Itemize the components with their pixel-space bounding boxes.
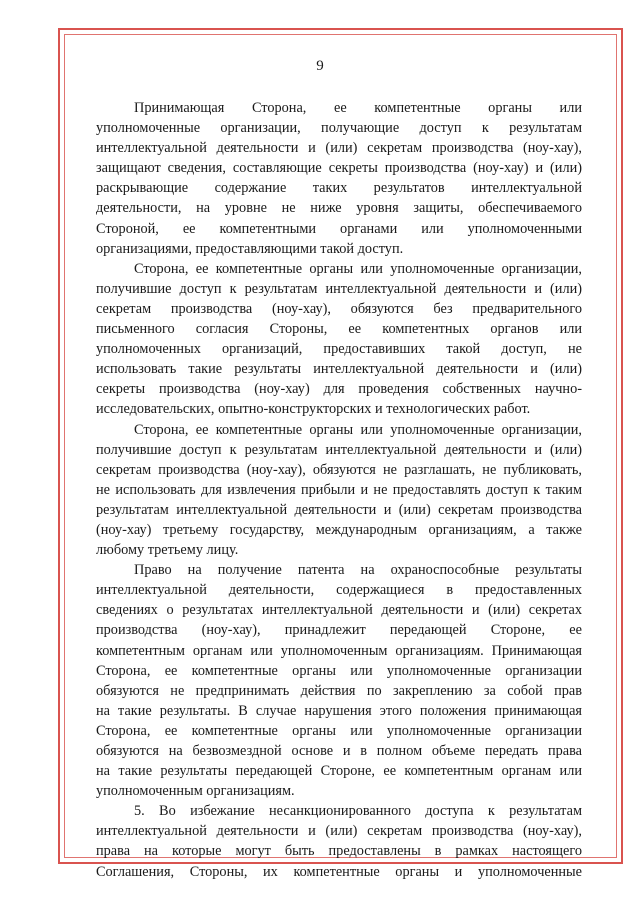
text-line: секретам производства (ноу-хау), обязуются без предварительного [96,300,582,317]
text-line: не использовать для извлечения прибыли и не предоставлять доступ к таким [96,481,582,498]
text-line: секреты производства (ноу-хау) для проведения собственных научно- [96,381,582,398]
text-line: Сторона, ее компетентные органы или уполномоченные организации, [134,260,582,277]
text-line: результатам интеллектуальной деятельности и (или) секретам производства [96,501,582,518]
text-line: любому третьему лицу. [96,542,239,559]
text-line: Право на получение патента на охраноспособные результаты [134,562,582,579]
text-line: получившие доступ к результатам интеллектуальной деятельности и (или) [96,280,582,297]
text-line: Соглашения, Стороны, их компетентные органы и уполномоченные [96,863,582,880]
text-line: производства (ноу-хау), принадлежит передающей Стороне, ее [96,622,582,639]
text-line: раскрывающие содержание таких результатов интеллектуальной [96,180,582,197]
text-line: уполномоченные организации, получающие доступ к результатам [96,120,582,137]
text-line: получившие доступ к результатам интеллектуальной деятельности и (или) [96,441,582,458]
text-line: Сторона, ее компетентные органы или уполномоченные организации, [134,421,582,438]
text-line: интеллектуальной деятельности и (или) секретам производства (ноу-хау), [96,140,582,157]
text-line: организациями, предоставляющими такой доступ. [96,240,404,257]
document-body [96,98,582,882]
paragraph [96,560,582,801]
text-line: сведениях о результатах интеллектуальной деятельности и (или) секретах [96,602,582,619]
paragraph [96,259,582,420]
text-line: компетентным органам или уполномоченным организациям. Принимающая [96,642,582,659]
text-line: права на которые могут быть предоставлены в рамках настоящего [96,843,582,860]
text-line: (ноу-хау) третьему государству, международным организациям, а также [96,521,582,538]
text-line: Принимающая Сторона, ее компетентные органы или [134,100,582,116]
text-line: деятельности, на уровне не ниже уровня защиты, обеспечиваемого [96,200,582,217]
text-line: использовать такие результаты интеллектуальной деятельности и (или) [96,361,582,378]
page-number: 9 [316,58,324,74]
text-line: на такие результаты передающей Стороне, ее компетентным органам или [96,763,582,780]
text-line: защищают сведения, составляющие секреты производства (ноу-хау) и (или) [96,160,582,177]
text-line: исследовательских, опытно-конструкторских и технологических работ. [96,401,531,418]
text-line: Сторона, ее компетентные органы или уполномоченные организации [96,662,582,679]
paragraph [96,98,582,259]
paragraph [96,801,582,881]
text-line: на такие результаты. В случае нарушения этого положения принимающая [96,702,582,719]
text-line: письменного согласия Стороны, ее компетентных органов или [96,321,582,338]
text-line: Сторона, ее компетентные органы или уполномоченные организации [96,722,582,739]
text-line: 5. Во избежание несанкционированного доступа к результатам [134,803,582,820]
text-line: интеллектуальной деятельности, содержащиеся в предоставленных [96,582,582,599]
text-line: уполномоченных организаций, предоставивших такой доступ, не [96,341,582,358]
text-line: секретам производства (ноу-хау), обязуются не разглашать, не публиковать, [96,461,582,478]
text-line: обязуются не предпринимать действия по закреплению за собой прав [96,682,582,699]
text-line: Стороной, ее компетентными органами или уполномоченными [96,220,582,237]
text-line: уполномоченным организациям. [96,783,295,800]
text-line: обязуются на безвозмездной основе и в полном объеме передать права [96,743,582,759]
text-line: интеллектуальной деятельности и (или) секретам производства (ноу-хау), [96,823,582,840]
paragraph [96,420,582,561]
